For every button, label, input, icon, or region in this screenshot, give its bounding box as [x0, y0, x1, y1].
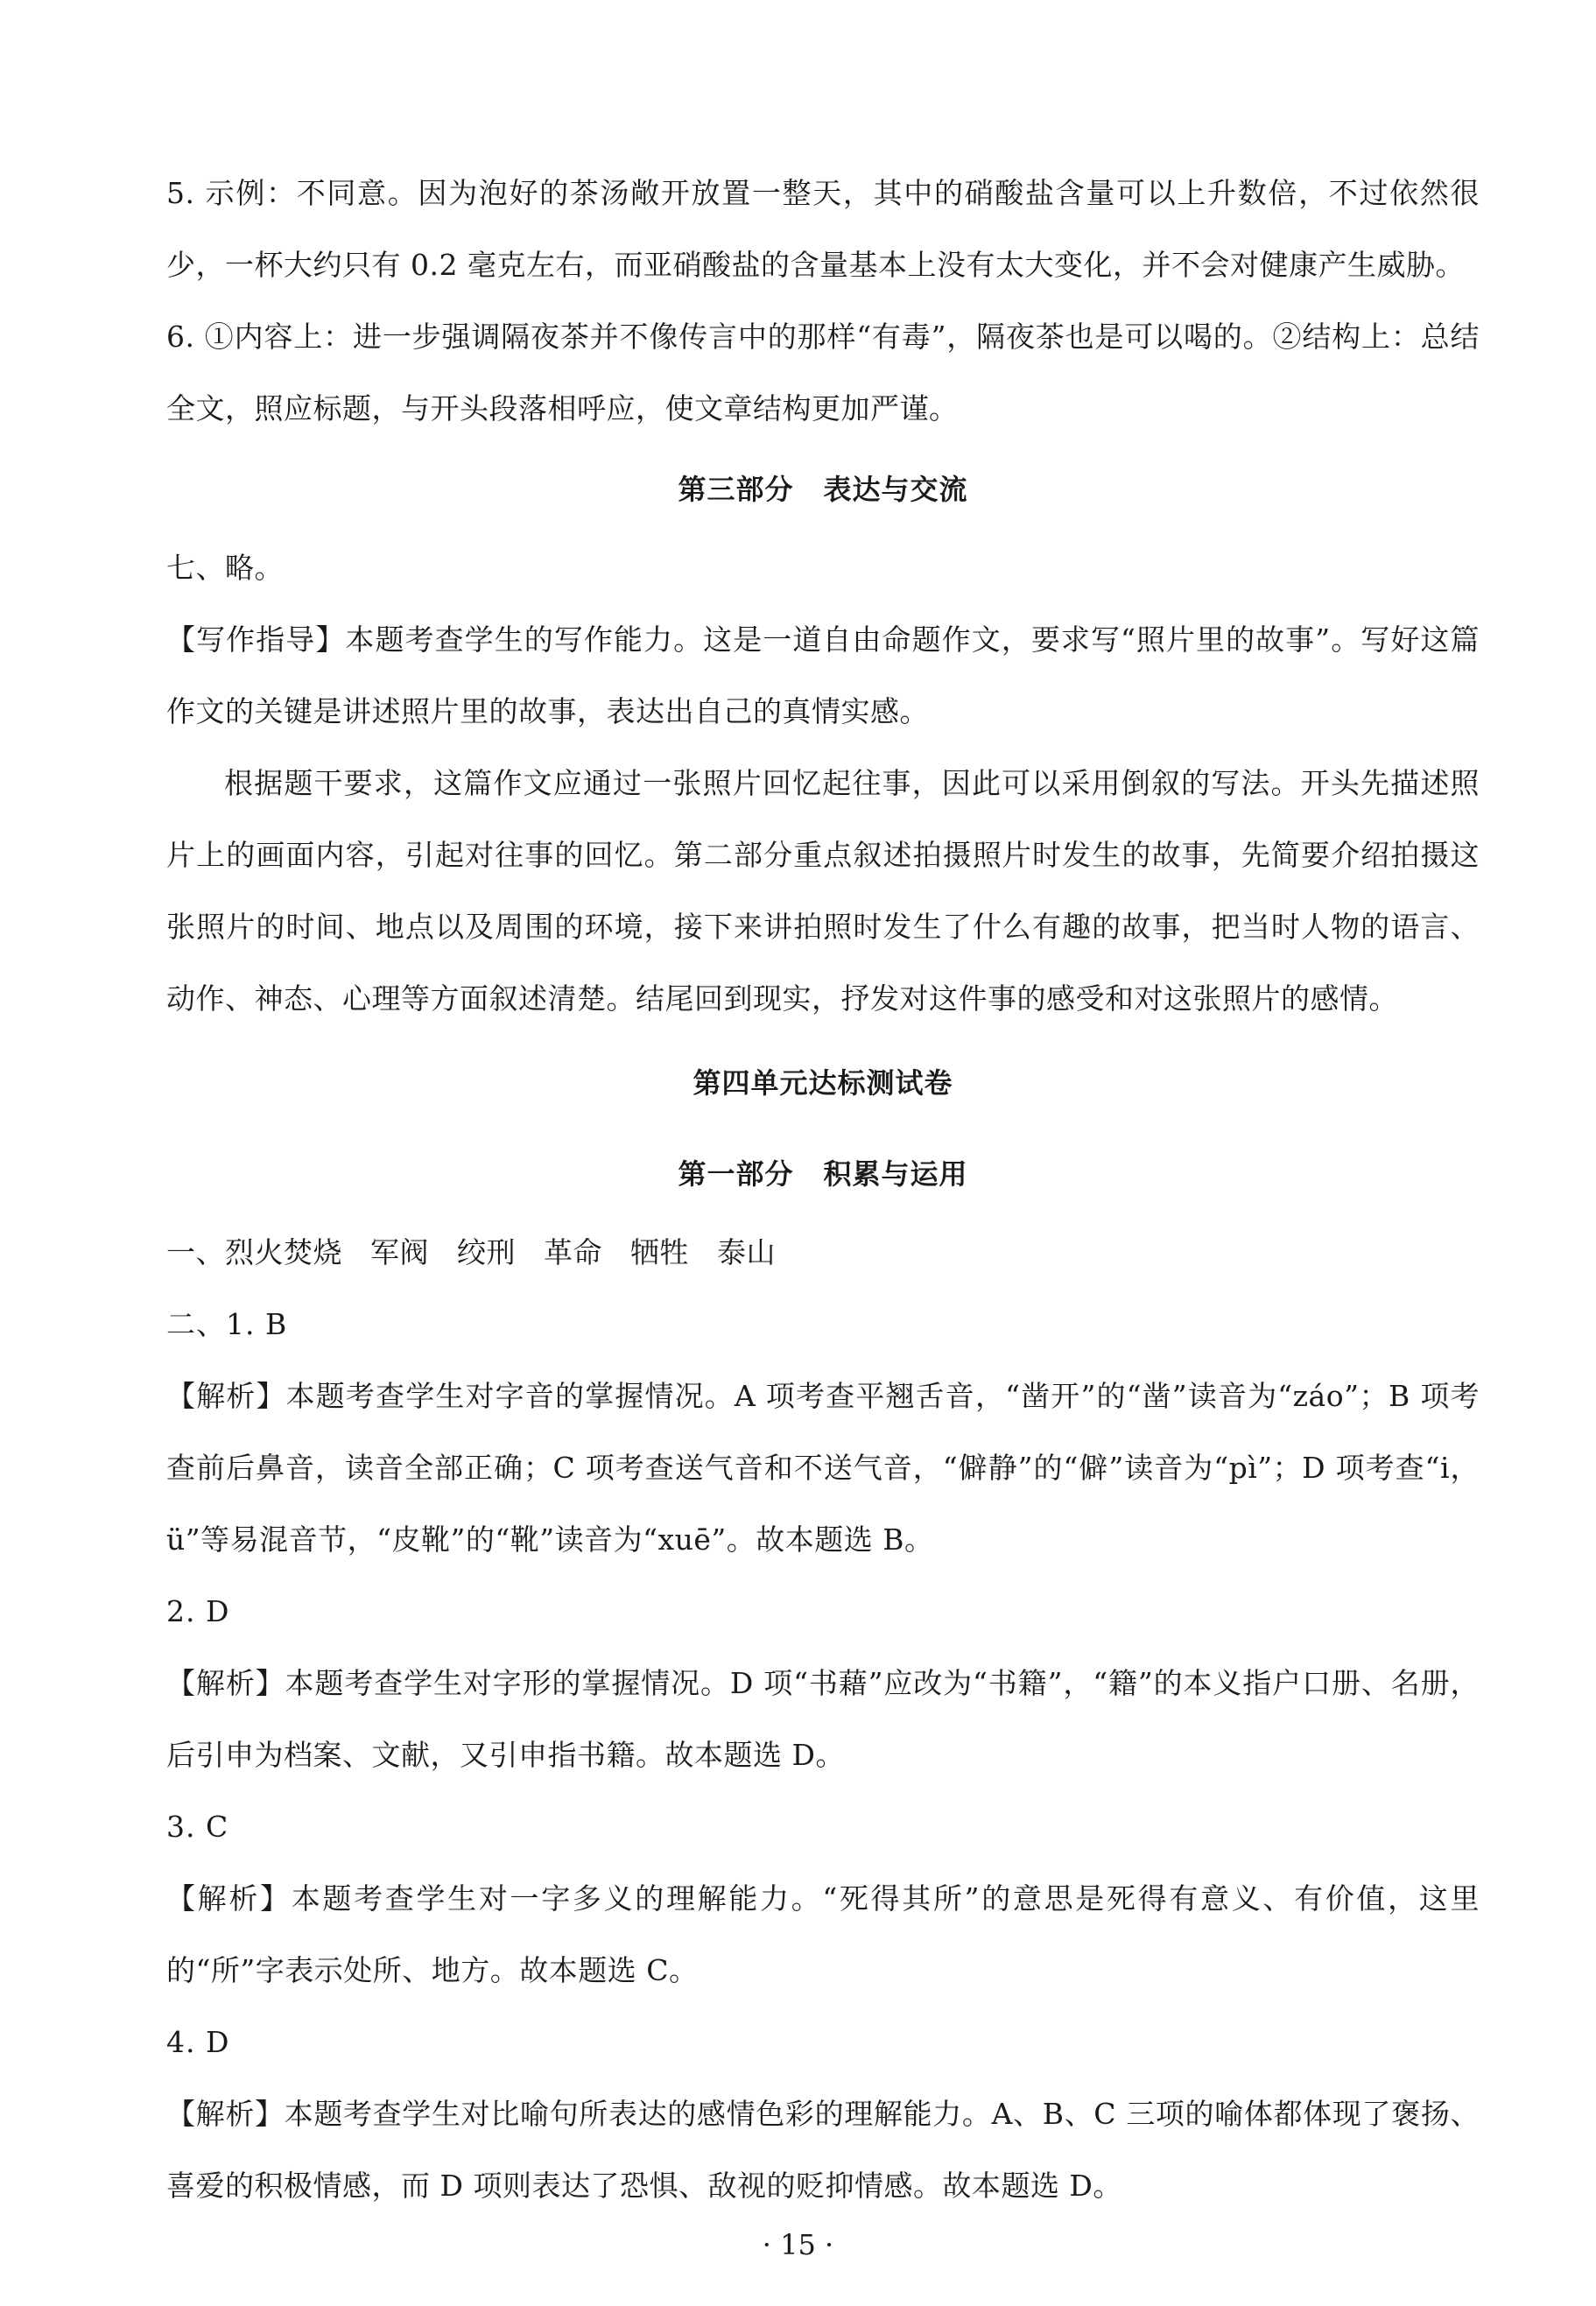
part-1-part: 第一部分 [678, 1157, 794, 1191]
q2-2-answer: 2. D [166, 1594, 230, 1628]
unit-4-title: 第四单元达标测试卷 [693, 1066, 953, 1100]
q1-answer [166, 1217, 1480, 1289]
q2-4-analysis: 【解析】本题考查学生对比喻句所表达的感情色彩的理解能力。A、B、C 三项的喻体都体现了褒扬、喜爱的积极情感，而 D 项则表达了恐惧、敌视的贬抑情感。故本题选 D。 [166, 2097, 1480, 2203]
page-number: · 15 · [762, 2228, 834, 2261]
q1-word: 军阀 [370, 1235, 429, 1269]
q7-guide-body: 根据题干要求，这篇作文应通过一张照片回忆起往事，因此可以采用倒叙的写法。开头先描述照片上的画面内容，引起对往事的回忆。第二部分重点叙述拍摄照片时发生的故事，先简要介绍拍摄这张照片的时间、地点以及周围的环境，接下来讲拍照时发生了什么有趣的故事，把当时人物的语言、动作、神态、心理等方面叙述清楚。结尾回到现实，抒发对这件事的感受和对这张照片的感情。 [166, 766, 1480, 1016]
part-1-heading [166, 1138, 1480, 1210]
section-3-part: 第三部分 [678, 473, 794, 506]
q7-answer: 七、略。 [166, 551, 284, 585]
q1-prefix: 一、 [166, 1235, 225, 1269]
q2-3-analysis: 【解析】本题考查学生对一字多义的理解能力。“死得其所”的意思是死得有意义、有价值，这里的“所”字表示处所、地方。故本题选 C。 [166, 1881, 1480, 1987]
q1-word: 牺牲 [630, 1235, 689, 1269]
answer-5: 5. 示例：不同意。因为泡好的茶汤敞开放置一整天，其中的硝酸盐含量可以上升数倍，不过依然很少，一杯大约只有 0.2 毫克左右，而亚硝酸盐的含量基本上没有太大变化，并不会对健康产生威胁。 [166, 176, 1480, 282]
q1-word: 烈火焚烧 [225, 1235, 342, 1269]
section-3-heading [166, 453, 1480, 525]
part-1-name: 积累与运用 [823, 1157, 968, 1191]
q2-4-answer: 4. D [166, 2025, 230, 2059]
q7-writing-guide: 【写作指导】本题考查学生的写作能力。这是一道自由命题作文，要求写“照片里的故事”。写好这篇作文的关键是讲述照片里的故事，表达出自己的真情实感。 [166, 622, 1480, 728]
answer-6: 6. ①内容上：进一步强调隔夜茶并不像传言中的那样“有毒”，隔夜茶也是可以喝的。②结构上：总结全文，照应标题，与开头段落相呼应，使文章结构更加严谨。 [166, 320, 1480, 425]
q2-3-answer: 3. C [166, 1810, 229, 1844]
document-page [166, 158, 1480, 2222]
q1-word: 革命 [544, 1235, 602, 1269]
q1-word: 泰山 [717, 1235, 776, 1269]
q2-2-analysis: 【解析】本题考查学生对字形的掌握情况。D 项“书藉”应改为“书籍”，“籍”的本义指户口册、名册，后引申为档案、文献，又引申指书籍。故本题选 D。 [166, 1666, 1480, 1772]
section-3-name: 表达与交流 [823, 473, 968, 506]
q1-word: 绞刑 [457, 1235, 516, 1269]
q2-1-answer: 二、1. B [166, 1307, 288, 1341]
q2-1-analysis: 【解析】本题考查学生对字音的掌握情况。A 项考查平翘舌音，“凿开”的“凿”读音为“záo”；B 项考查前后鼻音，读音全部正确；C 项考查送气音和不送气音，“僻静”的“僻”读音为“pì”；D 项考查“i，ü”等易混音节，“皮靴”的“靴”读音为“xuē”。故本题选 B。 [166, 1379, 1480, 1557]
